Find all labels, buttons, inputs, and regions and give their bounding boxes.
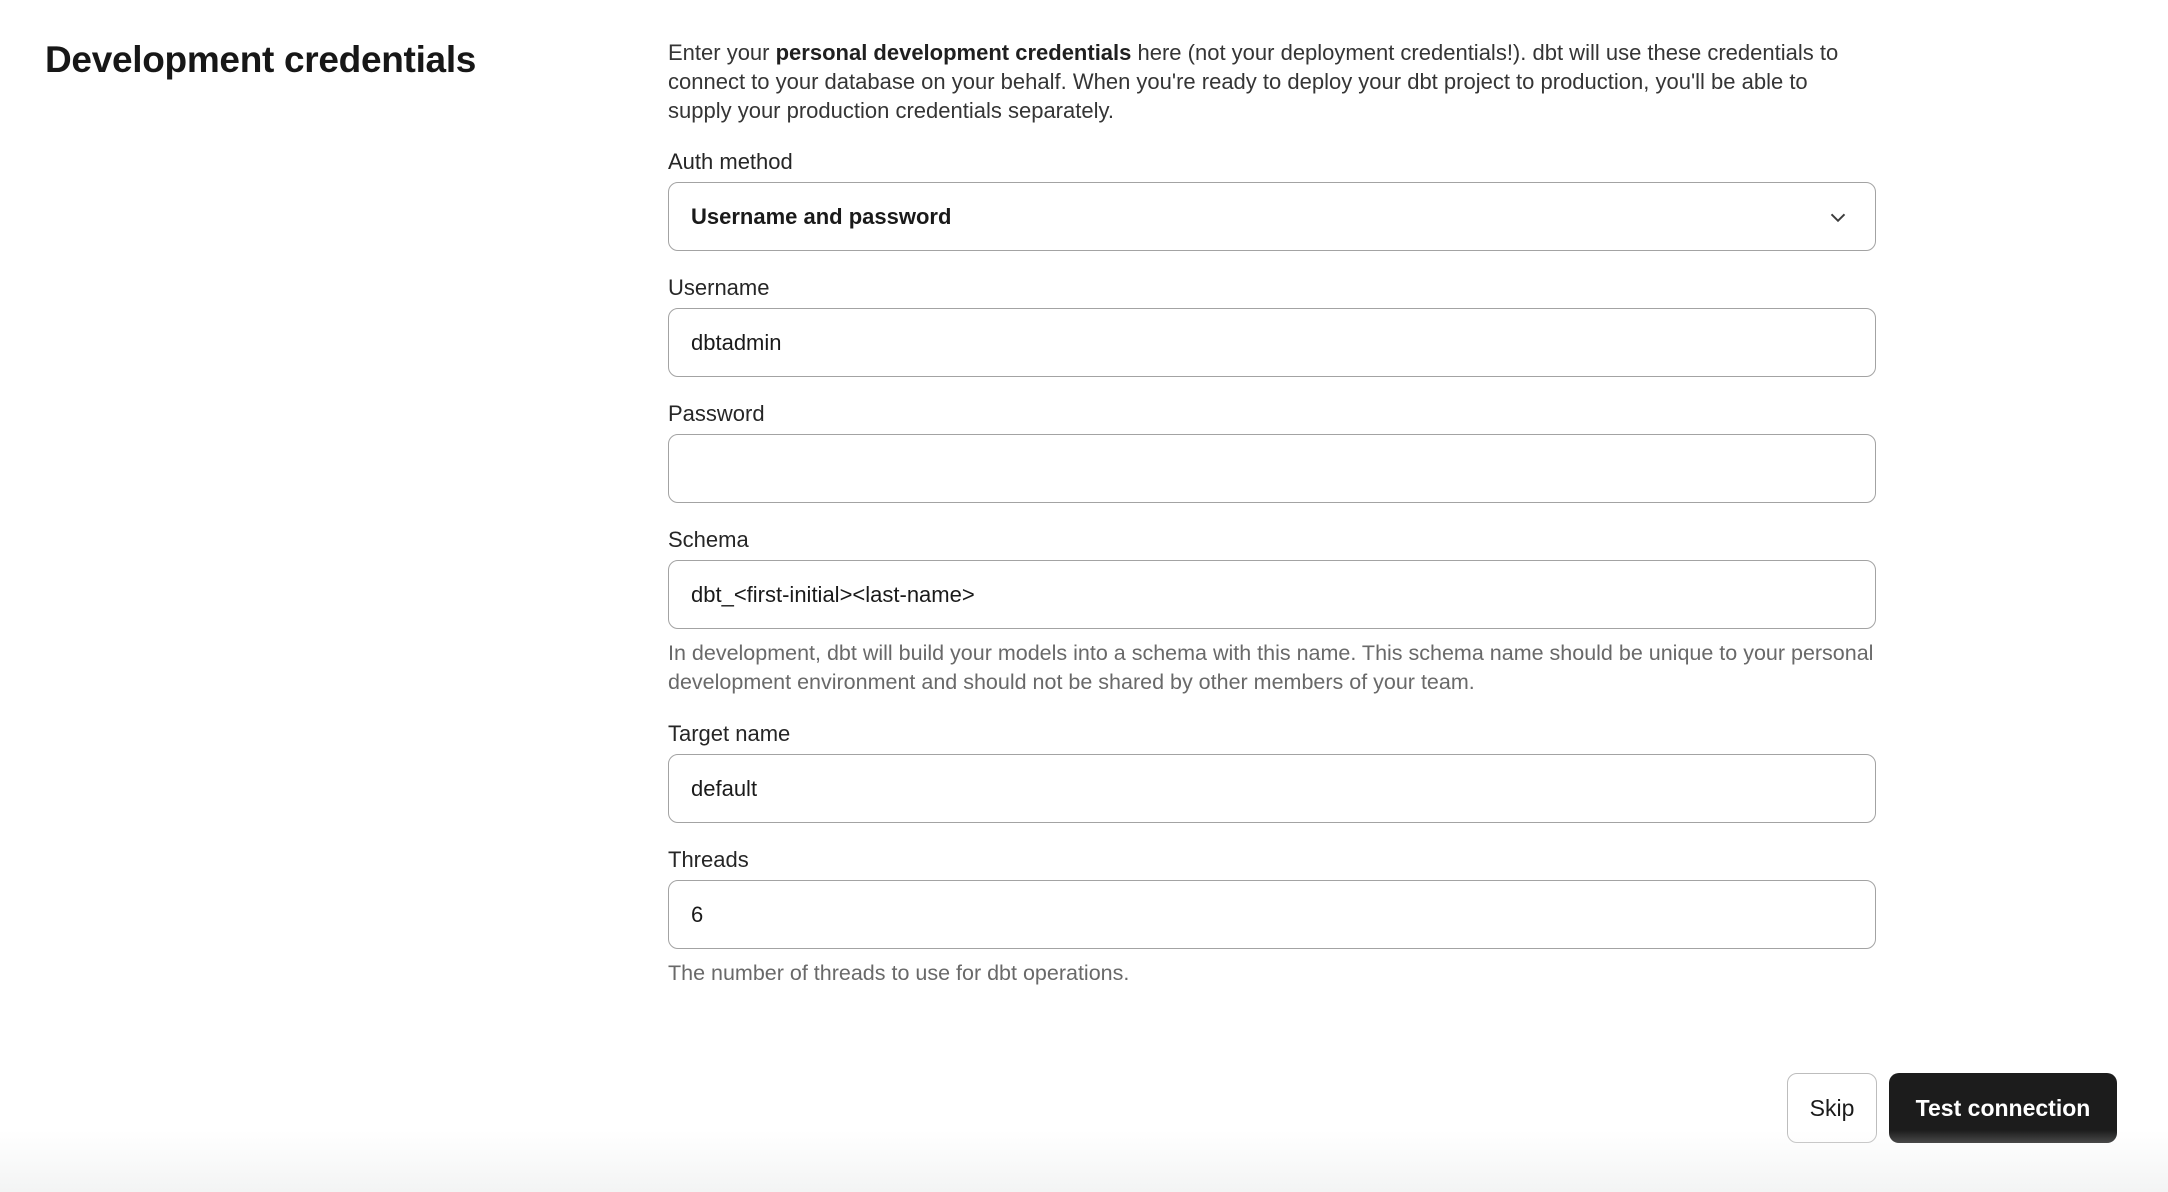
- password-field: [668, 401, 1876, 503]
- auth-method-label: Auth method: [668, 149, 793, 174]
- username-input[interactable]: [668, 308, 1876, 377]
- test-connection-button[interactable]: Test connection: [1889, 1073, 2117, 1143]
- target-name-input[interactable]: [668, 754, 1876, 823]
- description-prefix: Enter your: [668, 40, 776, 65]
- auth-method-field: [668, 149, 1876, 251]
- target-name-label: Target name: [668, 721, 791, 746]
- password-input[interactable]: [668, 434, 1876, 503]
- threads-field: [668, 847, 1876, 988]
- schema-label: Schema: [668, 527, 749, 552]
- chevron-down-icon: [1825, 204, 1851, 230]
- description-bold: personal development credentials: [775, 40, 1132, 65]
- description-suffix: here (not your deployment credentials!). dbt will use these credentials to connect to your database on your behalf. When you're ready to deploy your dbt project to production, you'll be able to supply your production credentials separately.: [668, 40, 1839, 123]
- auth-method-select[interactable]: [668, 182, 1876, 251]
- section-title-column: [45, 38, 668, 988]
- schema-input[interactable]: [668, 560, 1876, 629]
- credentials-form: [668, 38, 1876, 988]
- auth-method-selected-value: Username and password: [691, 203, 952, 229]
- username-label: Username: [668, 275, 770, 300]
- username-field: [668, 275, 1876, 377]
- password-label: Password: [668, 401, 765, 426]
- section-description: [668, 38, 1876, 125]
- target-name-field: [668, 721, 1876, 823]
- footer-actions: [1787, 1073, 2117, 1143]
- schema-field: [668, 527, 1876, 697]
- schema-help-text: In development, dbt will build your models into a schema with this name. This schema name should be unique to your personal development environment and should not be shared by other members of your team.: [668, 641, 1874, 694]
- threads-help-text: The number of threads to use for dbt operations.: [668, 961, 1130, 985]
- page-title: Development credentials: [45, 39, 477, 80]
- threads-input[interactable]: [668, 880, 1876, 949]
- skip-button[interactable]: Skip: [1787, 1073, 1877, 1143]
- threads-label: Threads: [668, 847, 749, 872]
